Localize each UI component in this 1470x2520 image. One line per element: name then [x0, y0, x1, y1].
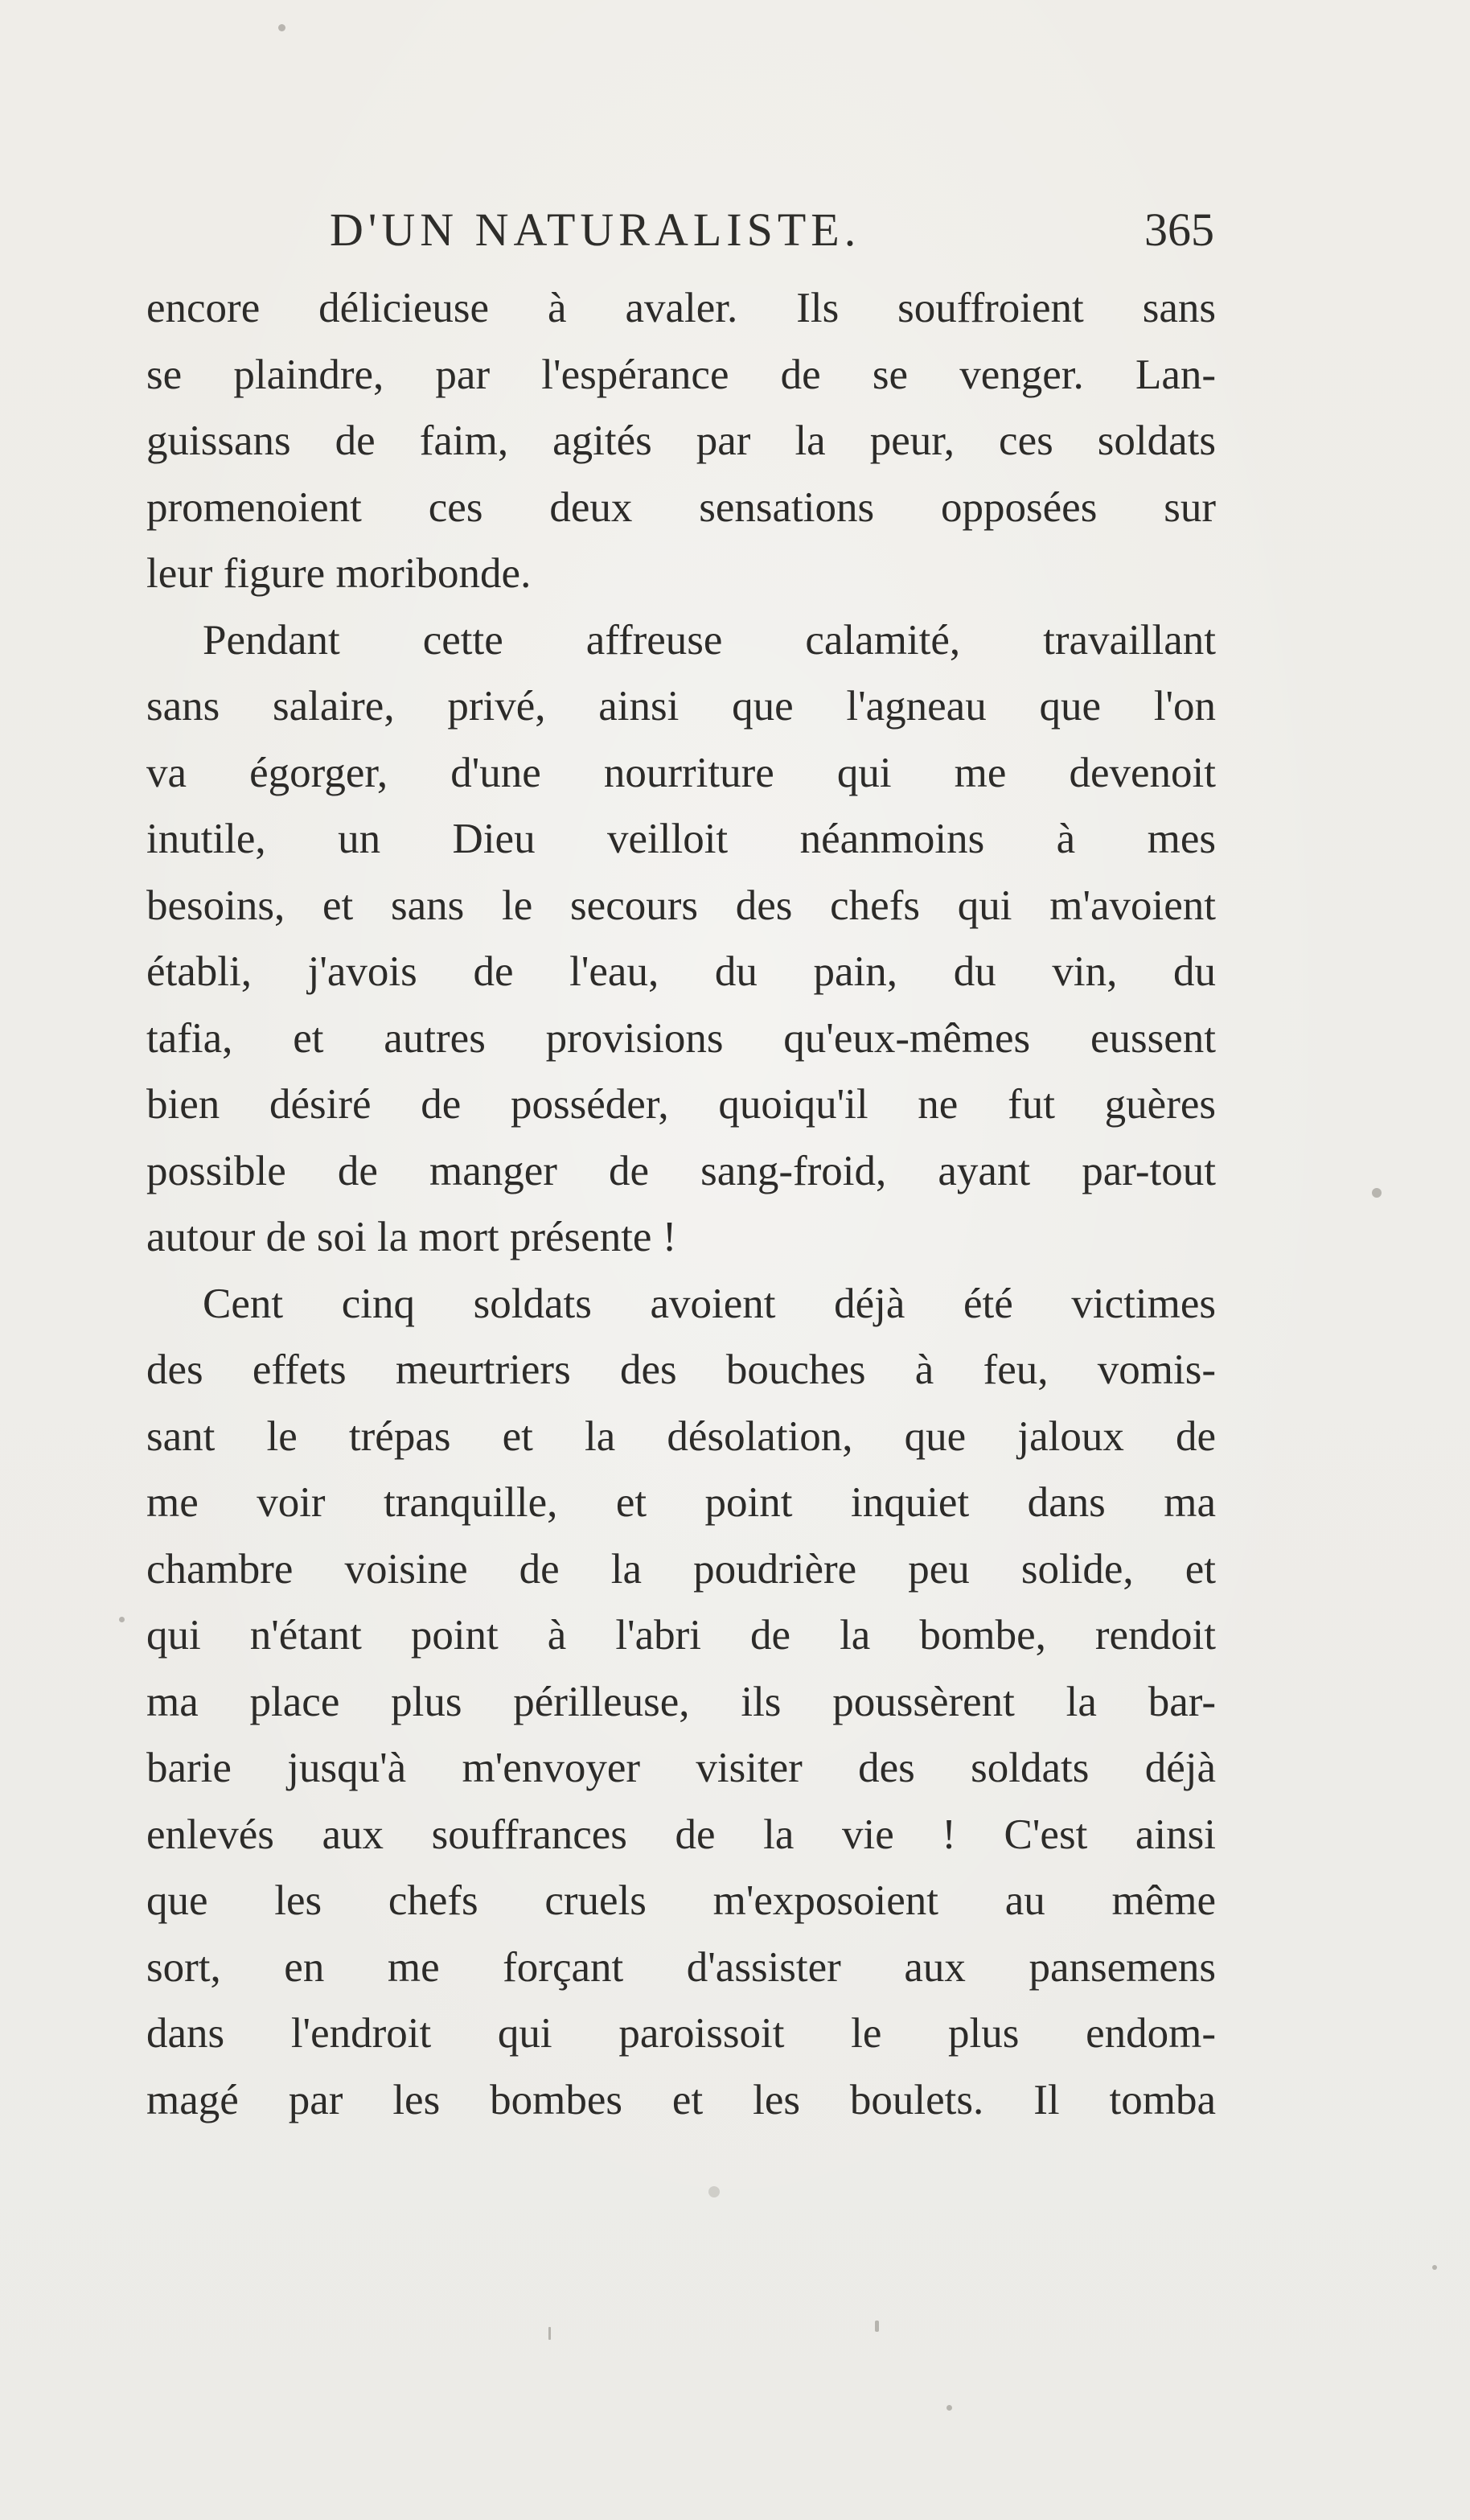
text-line: se plaindre, par l'espérance de se venger. Lan- [146, 351, 1216, 398]
paper-speck [875, 2321, 879, 2332]
running-title: D'UN NATURALISTE. [330, 203, 861, 256]
text-line: enlevés aux souffrances de la vie ! C'est ainsi [146, 1811, 1216, 1858]
paper-speck [1372, 1188, 1382, 1198]
paper-speck [119, 1617, 125, 1622]
body-text [146, 275, 1216, 2133]
text-line: sans salaire, privé, ainsi que l'agneau que l'on [146, 683, 1216, 730]
text-line: guissans de faim, agités par la peur, ces soldats [146, 417, 1216, 464]
text-line: leur figure moribonde. [146, 550, 532, 597]
paper-speck [946, 2405, 952, 2411]
text-line: inutile, un Dieu veilloit néanmoins à mes [146, 816, 1216, 862]
text-line: me voir tranquille, et point inquiet dans ma [146, 1479, 1216, 1526]
text-line: qui n'étant point à l'abri de la bombe, rendoit [146, 1612, 1216, 1659]
text-line: possible de manger de sang-froid, ayant par-tout [146, 1147, 1216, 1194]
text-line: tafia, et autres provisions qu'eux-mêmes eussent [146, 1014, 1216, 1062]
text-line: autour de soi la mort présente ! [146, 1214, 677, 1260]
text-line: promenoient ces deux sensations opposées sur [146, 483, 1216, 531]
paper-speck [708, 2186, 720, 2197]
text-line: des effets meurtriers des bouches à feu, vomis- [146, 1346, 1216, 1393]
text-line: besoins, et sans le secours des chefs qui m'avoient [146, 882, 1216, 929]
text-line: établi, j'avois de l'eau, du pain, du vin, du [146, 948, 1216, 995]
page-number: 365 [1144, 203, 1214, 256]
page-header [330, 198, 1214, 262]
paper-speck [278, 24, 285, 31]
text-line: encore délicieuse à avaler. Ils souffroient sans [146, 285, 1216, 331]
text-line: sant le trépas et la désolation, que jaloux de [146, 1412, 1216, 1460]
paragraph-start-line: Cent cinq soldats avoient déjà été victimes [203, 1280, 1216, 1327]
paper-speck [548, 2327, 551, 2340]
text-line: chambre voisine de la poudrière peu solide, et [146, 1545, 1216, 1593]
text-line: que les chefs cruels m'exposoient au même [146, 1877, 1216, 1924]
text-line: barie jusqu'à m'envoyer visiter des soldats déjà [146, 1745, 1216, 1791]
text-line: magé par les bombes et les boulets. Il tomba [146, 2076, 1216, 2123]
text-line: bien désiré de posséder, quoiqu'il ne fut guères [146, 1081, 1216, 1128]
text-line: ma place plus périlleuse, ils poussèrent la bar- [146, 1678, 1216, 1725]
paper-speck [1432, 2265, 1437, 2270]
paragraph-start-line: Pendant cette affreuse calamité, travaillant [203, 616, 1216, 664]
text-line: sort, en me forçant d'assister aux pansemens [146, 1943, 1216, 1991]
text-line: va égorger, d'une nourriture qui me devenoit [146, 749, 1216, 796]
text-line: dans l'endroit qui paroissoit le plus endom- [146, 2010, 1216, 2057]
